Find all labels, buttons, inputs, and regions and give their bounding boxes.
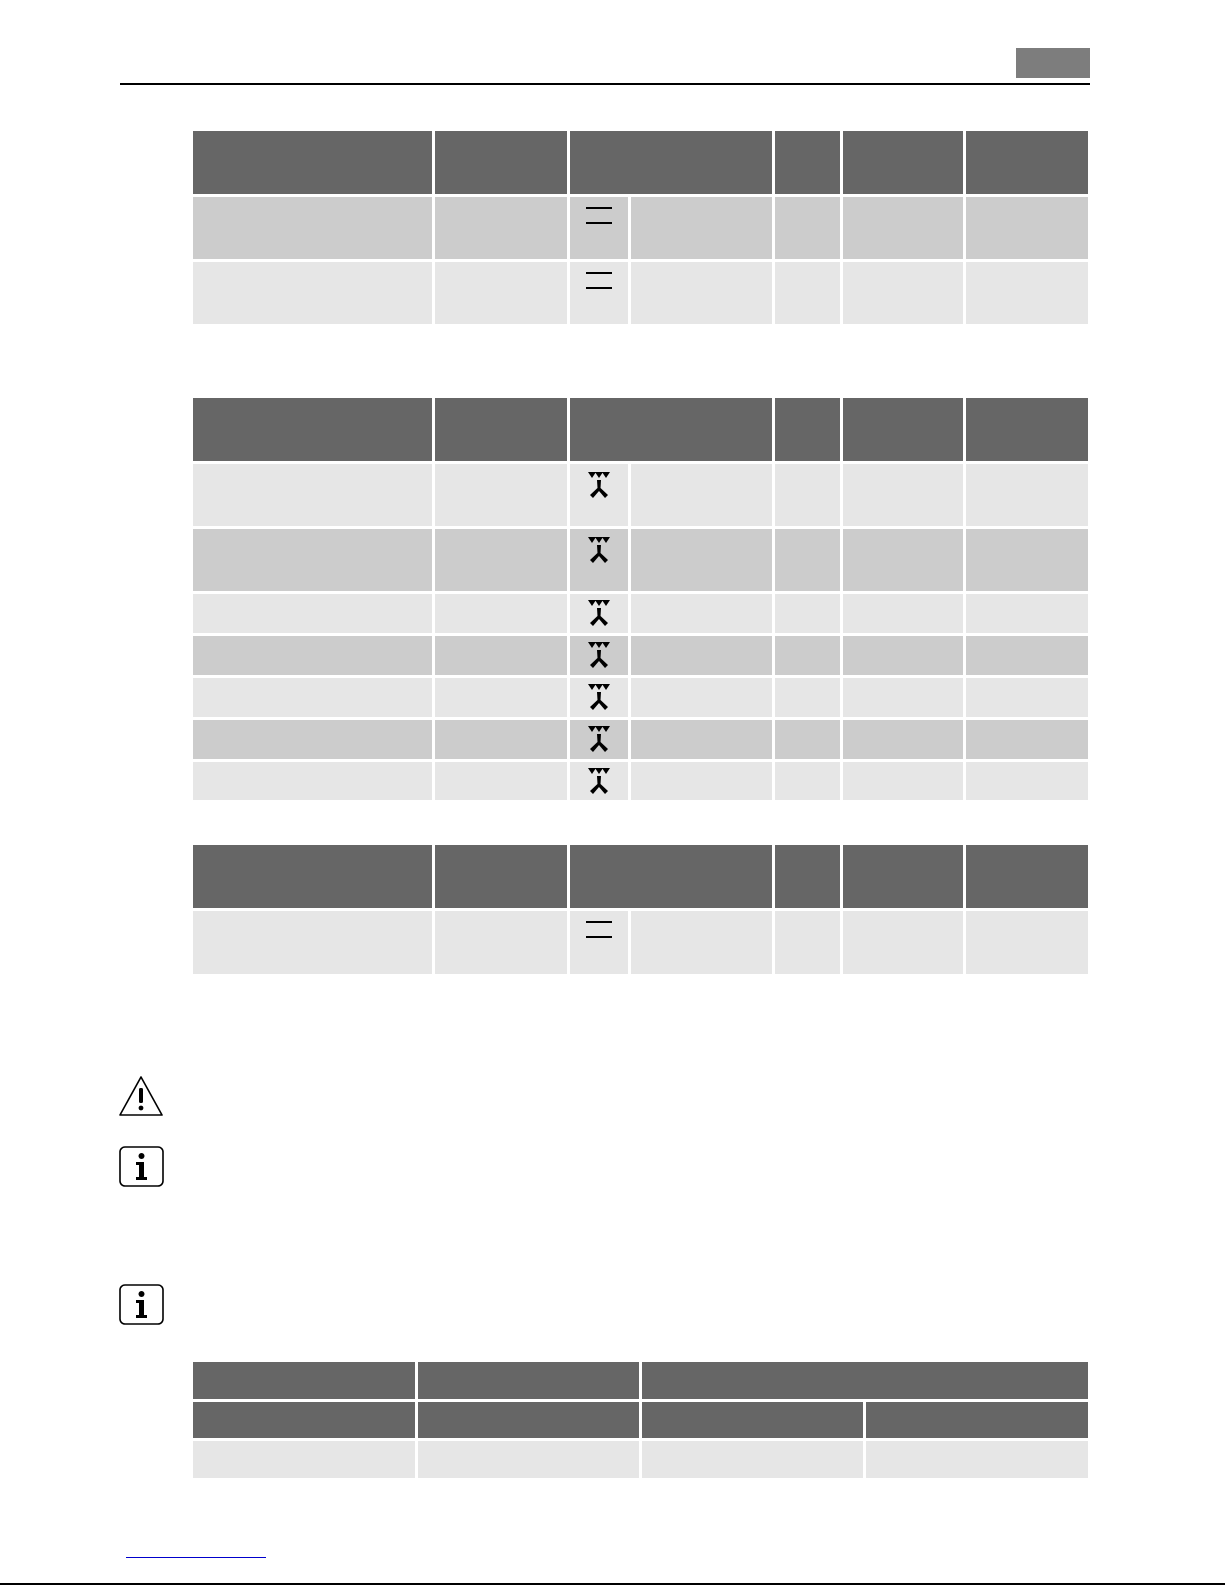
table1-r2-c5	[843, 262, 963, 324]
table3-header-col6	[966, 845, 1088, 908]
table4-subheader-col1	[193, 1402, 415, 1438]
table4-subheader-col4	[866, 1402, 1088, 1438]
table1-r2-c2	[435, 262, 567, 324]
table2-header-col5	[843, 398, 963, 461]
table2-r5-c4	[775, 678, 840, 717]
table1-header-col6	[966, 131, 1088, 194]
table3-r1-icon-cell	[570, 911, 628, 974]
table2-r7-icon-cell	[570, 762, 628, 800]
table2-r2-c2	[435, 529, 567, 591]
table1-header-col4	[775, 131, 840, 194]
table4-r1-c1	[193, 1441, 415, 1478]
table2-r5-c5	[843, 678, 963, 717]
table2-r2-c4	[775, 529, 840, 591]
table3-r1-c5	[843, 911, 963, 974]
table2-r1-c6	[966, 464, 1088, 526]
table2-r2-icon-cell	[570, 529, 628, 591]
table3-header-col3	[570, 845, 772, 908]
table4-subheader-col3	[642, 1402, 863, 1438]
table4-subheader-col2	[418, 1402, 639, 1438]
table2-r7-c1	[193, 762, 432, 800]
table2-r5-c1	[193, 678, 432, 717]
table4-header-col3-span	[642, 1362, 1088, 1399]
table2-r1-icon-cell	[570, 464, 628, 526]
table2-r3-icon-cell	[570, 594, 628, 633]
footer-link[interactable]	[126, 1557, 266, 1558]
table1-r2-c1	[193, 262, 432, 324]
table3-r1-c1	[193, 911, 432, 974]
table2-r3-c3	[631, 594, 772, 633]
top-bottom-heat-icon	[585, 919, 613, 941]
table4-r1-c4	[866, 1441, 1088, 1478]
table2-r5-icon-cell	[570, 678, 628, 717]
table2-r3-c1	[193, 594, 432, 633]
table3-r1-c4	[775, 911, 840, 974]
table1-r2-c6	[966, 262, 1088, 324]
info-icon	[119, 1146, 164, 1187]
table2-header-col6	[966, 398, 1088, 461]
table3-r1-c6	[966, 911, 1088, 974]
table3-r1-c3	[631, 911, 772, 974]
table2-r3-c5	[843, 594, 963, 633]
table2-r7-c6	[966, 762, 1088, 800]
table2-r4-c5	[843, 636, 963, 675]
header-rule	[120, 83, 1090, 85]
table4-r1-c3	[642, 1441, 863, 1478]
info-icon	[119, 1284, 164, 1325]
table3-header-col4	[775, 845, 840, 908]
table2-r6-icon-cell	[570, 720, 628, 759]
table1-r2-c3	[631, 262, 772, 324]
table2-header-col1	[193, 398, 432, 461]
true-fan-cooking-icon	[586, 535, 612, 565]
table2-r6-c2	[435, 720, 567, 759]
table2-r2-c3	[631, 529, 772, 591]
table2-r4-c1	[193, 636, 432, 675]
table2-r1-c1	[193, 464, 432, 526]
table3-header-col1	[193, 845, 432, 908]
table2-r2-c1	[193, 529, 432, 591]
table2-r7-c2	[435, 762, 567, 800]
table2-r2-c5	[843, 529, 963, 591]
table1-header-col3	[570, 131, 772, 194]
table1-r1-c5	[843, 197, 963, 259]
table1-r1-c4	[775, 197, 840, 259]
table2-r5-c6	[966, 678, 1088, 717]
true-fan-cooking-icon	[586, 640, 612, 670]
table2-r4-c2	[435, 636, 567, 675]
table4-header-col2	[418, 1362, 639, 1399]
table2-r1-c4	[775, 464, 840, 526]
true-fan-cooking-icon	[586, 470, 612, 500]
table3-header-col2	[435, 845, 567, 908]
top-bottom-heat-icon	[585, 205, 613, 227]
table2-r3-c6	[966, 594, 1088, 633]
true-fan-cooking-icon	[586, 724, 612, 754]
table2-r7-c4	[775, 762, 840, 800]
table1-header-col1	[193, 131, 432, 194]
table1-r1-c6	[966, 197, 1088, 259]
table2-r6-c5	[843, 720, 963, 759]
table2-r4-c3	[631, 636, 772, 675]
table2-r3-c4	[775, 594, 840, 633]
table2-r6-c4	[775, 720, 840, 759]
table2-r1-c2	[435, 464, 567, 526]
table2-r4-c6	[966, 636, 1088, 675]
true-fan-cooking-icon	[586, 766, 612, 796]
warning-icon	[118, 1074, 164, 1118]
table2-r5-c3	[631, 678, 772, 717]
table4-r1-c2	[418, 1441, 639, 1478]
table1-r1-icon-cell	[570, 197, 628, 259]
table1-r1-c3	[631, 197, 772, 259]
table2-r6-c1	[193, 720, 432, 759]
table2-r6-c3	[631, 720, 772, 759]
table4-header-col1	[193, 1362, 415, 1399]
table2-r5-c2	[435, 678, 567, 717]
table2-r4-icon-cell	[570, 636, 628, 675]
table1-r1-c2	[435, 197, 567, 259]
table3-header-col5	[843, 845, 963, 908]
table3-r1-c2	[435, 911, 567, 974]
table1-r2-icon-cell	[570, 262, 628, 324]
top-bottom-heat-icon	[585, 270, 613, 292]
true-fan-cooking-icon	[586, 682, 612, 712]
table2-r1-c5	[843, 464, 963, 526]
table1-header-col2	[435, 131, 567, 194]
table2-r2-c6	[966, 529, 1088, 591]
table2-r7-c5	[843, 762, 963, 800]
table1-r2-c4	[775, 262, 840, 324]
table2-r7-c3	[631, 762, 772, 800]
table2-header-col2	[435, 398, 567, 461]
chapter-tab-badge	[1016, 48, 1090, 78]
table1-r1-c1	[193, 197, 432, 259]
table2-r3-c2	[435, 594, 567, 633]
table1-header-col5	[843, 131, 963, 194]
true-fan-cooking-icon	[586, 598, 612, 628]
table2-header-col4	[775, 398, 840, 461]
table2-header-col3	[570, 398, 772, 461]
table2-r6-c6	[966, 720, 1088, 759]
table2-r1-c3	[631, 464, 772, 526]
table2-r4-c4	[775, 636, 840, 675]
